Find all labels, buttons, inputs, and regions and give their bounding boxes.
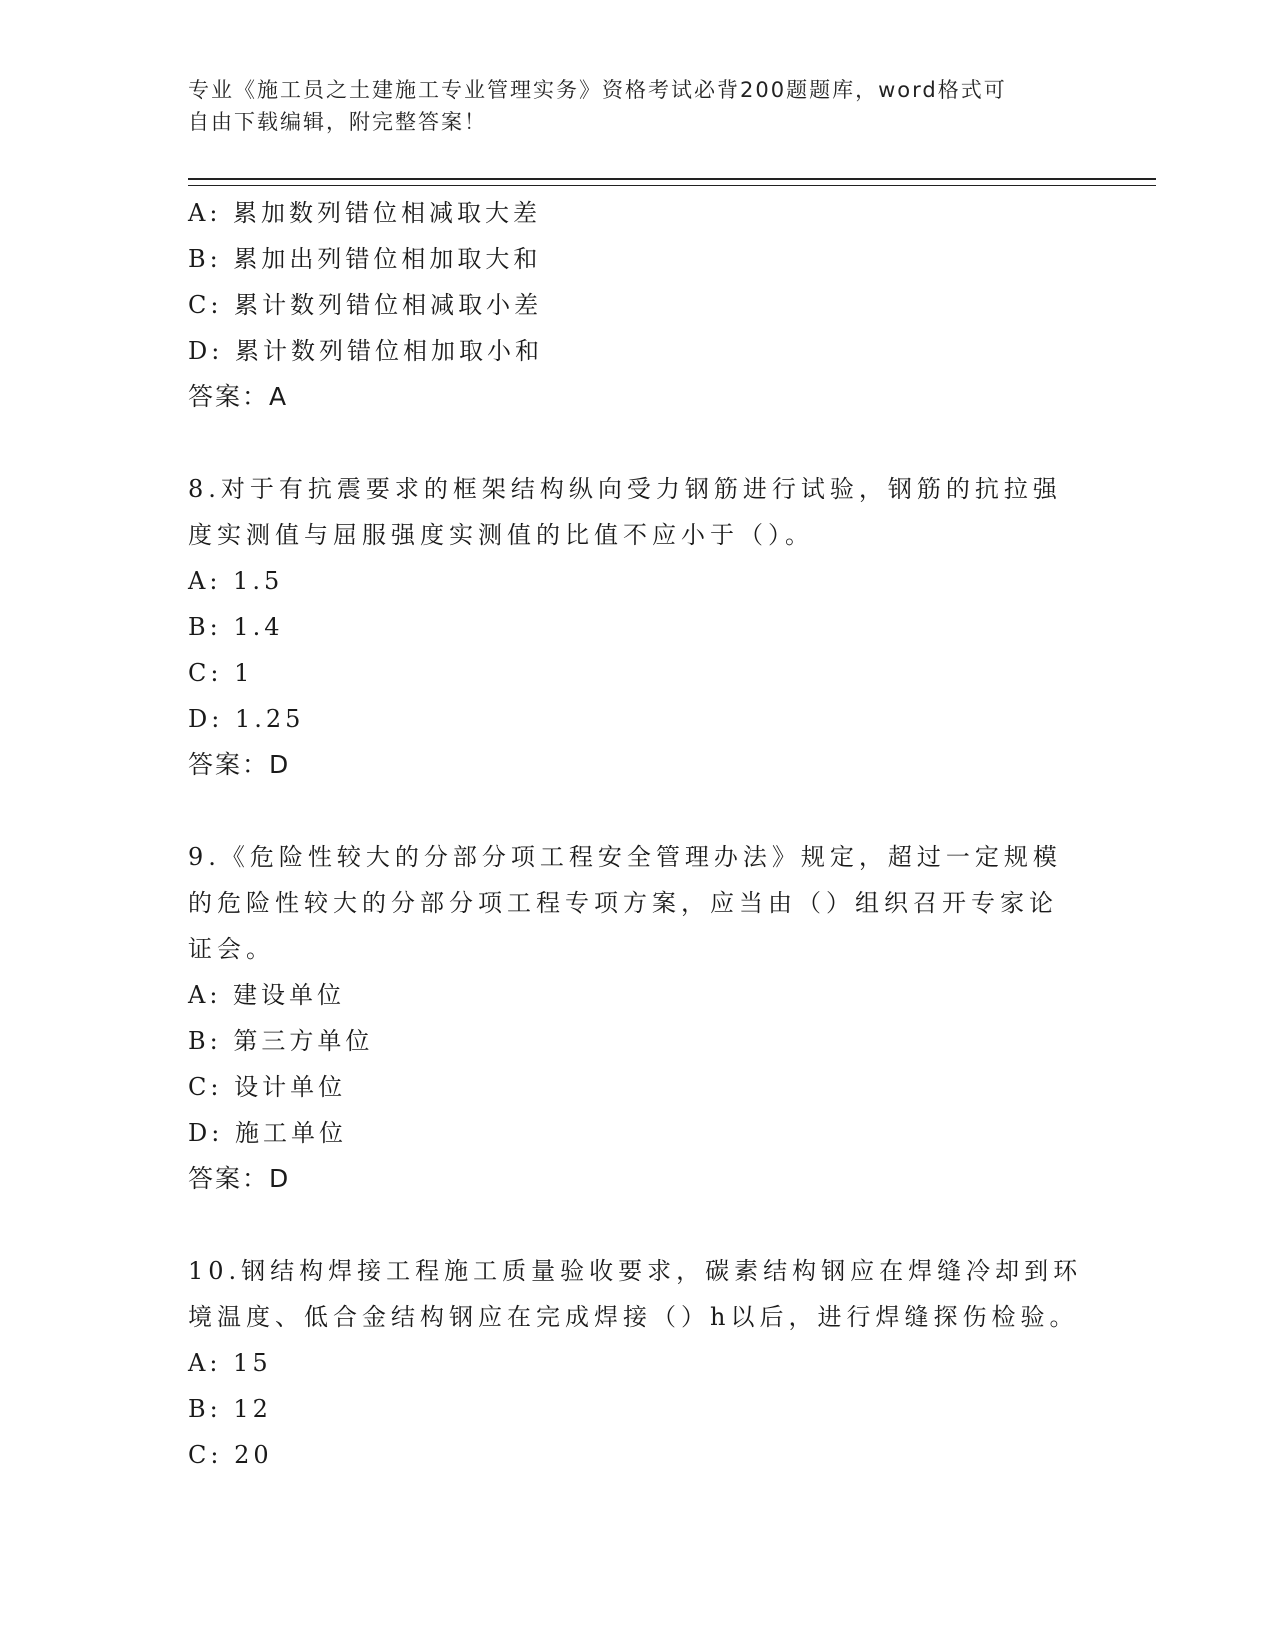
option-b: B: 12: [188, 1395, 272, 1423]
option-d: D: 施工单位: [188, 1119, 347, 1147]
option-c: C: 设计单位: [188, 1073, 347, 1101]
spacer: [188, 788, 1088, 834]
question-10: [188, 1248, 1088, 1478]
question-text-line: 度实测值与屈服强度实测值的比值不应小于（）。: [188, 521, 814, 549]
option-b: B: 第三方单位: [188, 1027, 374, 1055]
question-text-line: 8.对于有抗震要求的框架结构纵向受力钢筋进行试验，钢筋的抗拉强: [188, 475, 1062, 503]
header-line-1: 专业《施工员之土建施工专业管理实务》资格考试必背200题题库，word格式可: [188, 78, 1007, 102]
option-a: A: 累加数列错位相减取大差: [188, 199, 542, 227]
option-a: A: 15: [188, 1349, 272, 1377]
question-text-line: 境温度、低合金结构钢应在完成焊接（）h以后，进行焊缝探伤检验。: [188, 1303, 1079, 1331]
question-9: [188, 834, 1088, 1202]
answer: 答案：D: [188, 750, 291, 779]
option-b: B: 累加出列错位相加取大和: [188, 245, 542, 273]
question-text-line: 9.《危险性较大的分部分项工程安全管理办法》规定，超过一定规模: [188, 843, 1062, 871]
question-8: [188, 466, 1088, 788]
option-b: B: 1.4: [188, 613, 284, 641]
option-c: C: 20: [188, 1441, 273, 1469]
question-text-line: 的危险性较大的分部分项工程专项方案，应当由（）组织召开专家论: [188, 889, 1058, 917]
option-a: A: 1.5: [188, 567, 284, 595]
header-divider: [188, 178, 1156, 186]
option-d: D: 累计数列错位相加取小和: [188, 337, 543, 365]
option-c: C: 累计数列错位相减取小差: [188, 291, 543, 319]
option-d: D: 1.25: [188, 705, 305, 733]
question-text-line: 10.钢结构焊接工程施工质量验收要求，碳素结构钢应在焊缝冷却到环: [188, 1257, 1083, 1285]
answer: 答案：A: [188, 382, 289, 411]
option-c: C: 1: [188, 659, 254, 687]
spacer: [188, 420, 1088, 466]
header-line-2: 自由下载编辑，附完整答案！: [188, 110, 487, 134]
option-a: A: 建设单位: [188, 981, 346, 1009]
answer: 答案：D: [188, 1164, 291, 1193]
question-list: [188, 190, 1088, 1478]
question-7: [188, 190, 1088, 420]
spacer: [188, 1202, 1088, 1248]
document-header: [188, 74, 1088, 138]
question-text-line: 证会。: [188, 935, 275, 963]
